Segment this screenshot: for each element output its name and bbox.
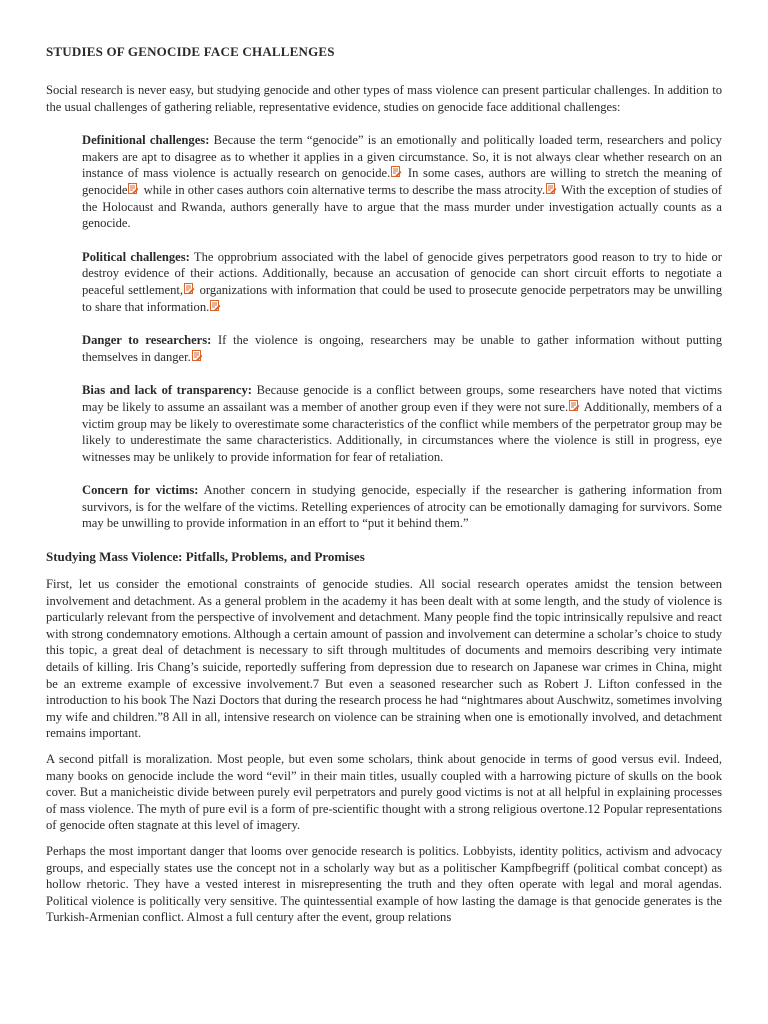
challenge-text: In some cases, authors are willing to stretch the meaning of genocide xyxy=(82,166,722,197)
challenge-text: With the exception of studies of the Holocaust and Rwanda, authors generally have to argue that the mass murder under investigation actually counts as a genocide. xyxy=(82,182,722,231)
challenge-text: Additionally, members of a victim group may be likely to overestimate some characteristics of the conflict while members of the perpetrator group may be likely to underestimate the same characteristics. Additionally, in circumstances where the violence is still in progress, eye witnesses may be unlikely to provide information for fear of retaliation. xyxy=(82,399,723,464)
challenge-label: Definitional challenges: xyxy=(82,133,210,148)
note-reference-icon[interactable] xyxy=(546,183,557,195)
challenge-text: while in other cases authors coin alternative terms to describe the mass atrocity. xyxy=(140,182,546,197)
challenge-text: Another concern in studying genocide, especially if the researcher is gathering information from survivors, is for the welfare of the victims. Retelling experiences of atrocity can be emotionally damaging for survivors. Some may be unwilling to provide information in an effort to “put it behind them.” xyxy=(82,483,723,531)
intro-paragraph: Social research is never easy, but studying genocide and other types of mass violence can present particular challenges. In addition to the usual challenges of gathering reliable, representative evidence, studies on genocide face additional challenges: xyxy=(46,83,722,114)
section-title: Studying Mass Violence: Pitfalls, Problems, and Promises xyxy=(46,549,365,565)
challenge-label: Bias and lack of transparency: xyxy=(82,383,253,398)
note-reference-icon[interactable] xyxy=(569,400,580,412)
body-paragraph-1: First, let us consider the emotional constraints of genocide studies. All social research operates amidst the tension between involvement and detachment. As a general problem in the academy it has been dealt with at some length, and the study of violence is particularly relevant from the perspective of involvement and detachment. Many people find the topic intrinsically repulsive and react with strong condemnatory emotions. Although a certain amount of passion and involvement can determine a scholar’s choice to study this topic, a great deal of detachment is necessary to sift through multitudes of documents and memoirs describing very intimate details of killing. Iris Chang’s suicide, reportedly suffering from depression due to research on Japanese war crimes in China, might be an extreme example of excessive involvement.7 But even a seasoned researcher such as Robert J. Lifton confessed in the introduction to his book The Nazi Doctors that during the research process he had “nightmares about Auschwitz, sometimes involving my wife and children.”8 All in all, intensive research on violence can be straining when one is emotionally involved, and detachment remains important. xyxy=(46,577,722,741)
challenge-item xyxy=(82,249,722,315)
challenge-list xyxy=(46,132,722,532)
challenge-label: Concern for victims: xyxy=(82,483,199,498)
challenge-item xyxy=(82,132,722,232)
challenge-label: Danger to researchers: xyxy=(82,333,212,348)
page-title: STUDIES OF GENOCIDE FACE CHALLENGES xyxy=(46,44,335,59)
challenge-item xyxy=(82,332,722,365)
note-reference-icon[interactable] xyxy=(391,166,402,178)
challenge-text: Because the term “genocide” is an emotionally and politically loaded term, researchers and policy makers are apt to disagree as to whether it applies in a given circumstance. So, it is not always clear whether research on an instance of mass violence is actually research on genocide. xyxy=(82,133,722,181)
note-reference-icon[interactable] xyxy=(128,183,139,195)
challenge-label: Political challenges: xyxy=(82,249,190,264)
note-reference-icon[interactable] xyxy=(184,283,195,295)
challenge-text: Because genocide is a conflict between groups, some researchers have noted that victims may be likely to assume an assailant was a member of another group even if they were not sure. xyxy=(82,383,722,414)
body-paragraph-3: Perhaps the most important danger that looms over genocide research is politics. Lobbyists, identity politics, activism and advocacy groups, and especially states use the concept not in a scholarly way but as a politischer Kampfbegriff (political combat concept) as hollow rhetoric. They have a vested interest in misrepresenting the truth and they often operate with legal and moral agendas. Political violence is politically very sensitive. The quintessential example of how lasting the damage is that genocide generates is the Turkish-Armenian conflict. Almost a full century after the event, group relations xyxy=(46,843,722,925)
challenge-item xyxy=(82,382,722,465)
challenge-text: organizations with information that could be used to prosecute genocide perpetrators may be unwilling to share that information. xyxy=(82,282,722,314)
note-reference-icon[interactable] xyxy=(192,350,203,362)
challenge-item xyxy=(82,482,722,532)
challenge-text: If the violence is ongoing, researchers may be unable to gather information without putting themselves in danger. xyxy=(82,333,722,364)
body-paragraph-2: A second pitfall is moralization. Most people, but even some scholars, think about genocide in terms of good versus evil. Indeed, many books on genocide include the word “evil” in their main titles, usually coupled with a harrowing picture of skulls on the book cover. But a manicheistic divide between purely evil perpetrators and purely good victims is not at all helpful in explaining processes of mass violence. The myth of pure evil is a form of pre-scientific thought with a strong religious overtone.12 Popular representations of genocide often stagnate at this level of imagery. xyxy=(46,752,722,833)
note-reference-icon[interactable] xyxy=(210,300,221,312)
challenge-text: The opprobrium associated with the label of genocide gives perpetrators good reason to try to hide or destroy evidence of their actions. Additionally, because an accusation of genocide can short circuit efforts to negotiate a peaceful settlement, xyxy=(82,249,722,297)
